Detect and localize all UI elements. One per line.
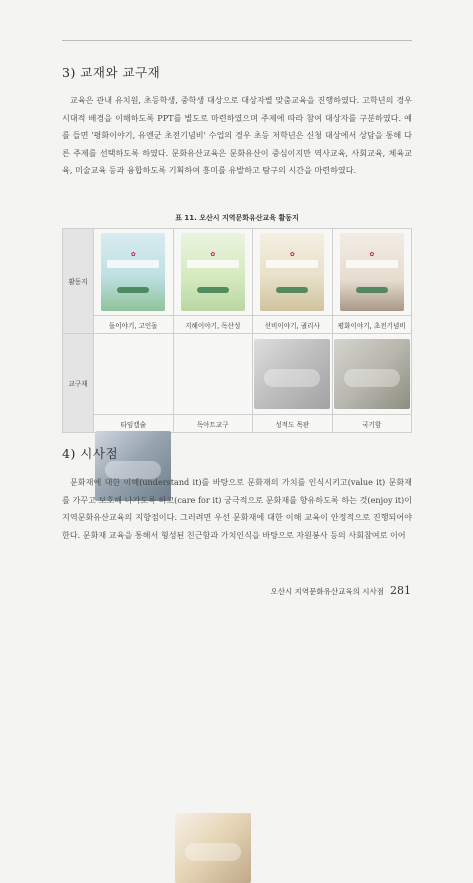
table-row-materials-images <box>63 334 412 415</box>
activity-table <box>62 228 412 433</box>
activity-sheet-label: 선비이야기, 궐리사 <box>253 316 333 334</box>
material-photo <box>334 339 410 409</box>
page-number: 281 <box>390 584 411 597</box>
thumbnail-label-pill <box>356 287 388 293</box>
thumbnail-title-graphic: ✿ <box>130 251 136 258</box>
top-rule <box>62 40 412 41</box>
thumbnail-label-pill <box>276 287 308 293</box>
table-caption: 표 11. 오산시 지역문화유산교육 활동지 <box>175 214 299 222</box>
material-image-1 <box>94 334 174 415</box>
activity-sheet-image-3 <box>253 229 333 316</box>
material-photo <box>254 339 330 409</box>
thumbnail-band <box>346 260 398 268</box>
section-3-paragraph: 교육은 관내 유치원, 초등학생, 중학생 대상으로 대상자별 맞춤교육을 진행하였다. 고학년의 경우 시대적 배경을 이해하도록 PPT를 별도로 마련하였으며 주제에 따라 참여 대상자를 구분하였다. 예를 들면 '평화이야기, 유엔군 초전기념비' 수업의 경우 초등 저학년은 신청 대상에서 상담을 통해 다른 주제를 선택하도록 하였다. 문화유산교육은 문화유산이 중심이지만 역사교육, 사회교육, 체육교육, 미술교육 등과 융합하도록 기획하여 흥미를 유발하고 탐구의 시간을 마련하였다. <box>62 95 412 176</box>
row-header-activity-sheet: 활동지 <box>63 229 94 334</box>
row-header-teaching-materials: 교구재 <box>63 334 94 433</box>
page-footer <box>271 584 411 597</box>
thumbnail-title-graphic: ✿ <box>210 251 216 258</box>
table-row-activity-labels <box>63 316 412 334</box>
table-row-activity-images <box>63 229 412 316</box>
thumbnail-label-pill <box>117 287 149 293</box>
worksheet-thumbnail <box>181 233 245 311</box>
activity-sheet-label: 지혜이야기, 독산성 <box>173 316 253 334</box>
section-4-heading: 4) 시사점 <box>62 446 119 461</box>
photo-highlight <box>344 369 400 387</box>
material-photo <box>175 813 251 883</box>
material-label: 국기함 <box>332 415 412 433</box>
thumbnail-label-pill <box>197 287 229 293</box>
material-image-4 <box>332 334 412 415</box>
material-label: 독아트교구 <box>173 415 253 433</box>
activity-sheet-image-2 <box>173 229 253 316</box>
material-label: 성적도 목판 <box>253 415 333 433</box>
section-4-paragraph: 문화재에 대한 이해(understand it)를 바탕으로 문화재의 가치를 인식시키고(value it) 문화재를 가꾸고 보호해 나가도록 하고(care for it) 궁극적으로 문화재를 향유하도록 하는 것(enjoy it)이 지역문화유산교육의 지향점이다. 그러려면 우선 문화재에 대한 이해 교육이 안정적으로 진행되어야 한다. 문화재 교육을 통해서 형성된 친근함과 가치인식을 바탕으로 자원봉사 등의 사회참여로 이어 <box>62 477 412 540</box>
table-row-materials-labels <box>63 415 412 433</box>
footer-running-title: 오산시 지역문화유산교육의 시사점 <box>270 587 384 596</box>
section-3-heading: 3) 교재와 교구재 <box>62 65 161 80</box>
worksheet-thumbnail <box>260 233 324 311</box>
activity-sheet-image-4 <box>332 229 412 316</box>
photo-highlight <box>264 369 320 387</box>
thumbnail-band <box>107 260 159 268</box>
material-image-3 <box>253 334 333 415</box>
activity-sheet-image-1 <box>94 229 174 316</box>
material-label: 타임캡슐 <box>94 415 174 433</box>
worksheet-thumbnail <box>101 233 165 311</box>
thumbnail-band <box>266 260 318 268</box>
material-image-2 <box>173 334 253 415</box>
worksheet-thumbnail <box>340 233 404 311</box>
activity-sheet-label: 평화이야기, 초전기념비 <box>332 316 412 334</box>
thumbnail-title-graphic: ✿ <box>369 251 375 258</box>
thumbnail-title-graphic: ✿ <box>289 251 295 258</box>
photo-highlight <box>185 843 241 861</box>
activity-sheet-label: 돌이야기, 고인돌 <box>94 316 174 334</box>
thumbnail-band <box>187 260 239 268</box>
